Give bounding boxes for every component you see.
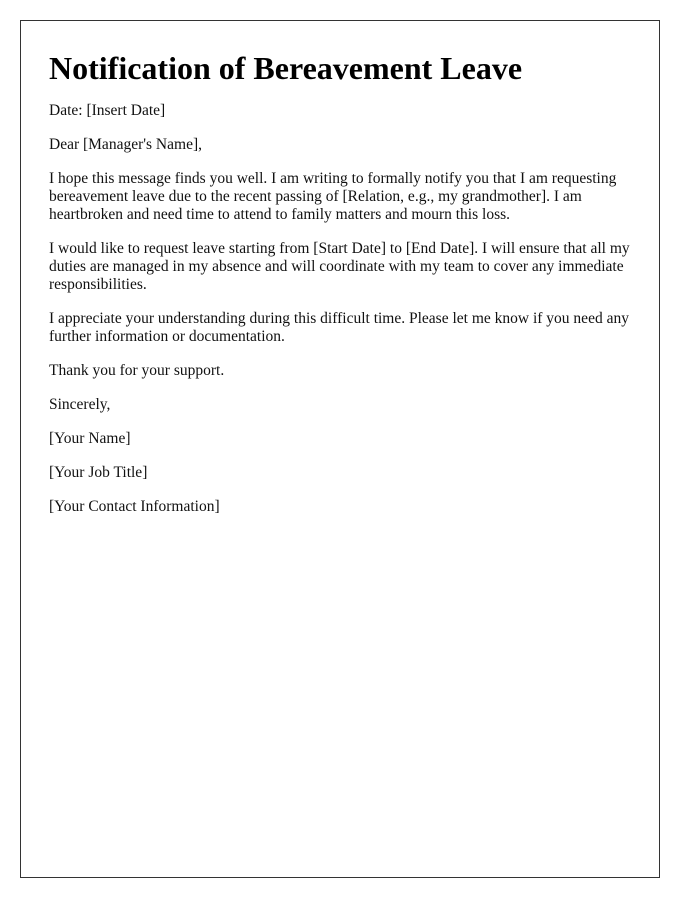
- date-line: Date: [Insert Date]: [49, 102, 166, 119]
- body-paragraph-appreciation: I appreciate your understanding during this difficult time. Please let me know if you need any further information or documentation.: [49, 310, 629, 345]
- closing: Sincerely,: [49, 396, 111, 413]
- signature-name: [Your Name]: [49, 430, 131, 447]
- salutation: Dear [Manager's Name],: [49, 136, 202, 153]
- letter-container: [20, 20, 660, 878]
- body-paragraph-notification: I hope this message finds you well. I am writing to formally notify you that I am requesting bereavement leave due to the recent passing of [Relation, e.g., my grandmother]. I am heartbroken and need time to attend to family matters and mourn this loss.: [49, 170, 617, 223]
- signature-contact: [Your Contact Information]: [49, 498, 220, 515]
- body-paragraph-leave-dates: I would like to request leave starting from [Start Date] to [End Date]. I will ensure that all my duties are managed in my absence and will coordinate with my team to cover any immediate responsibilities.: [49, 240, 630, 293]
- letter-title: Notification of Bereavement Leave: [49, 50, 523, 86]
- thanks-line: Thank you for your support.: [49, 362, 225, 379]
- signature-job-title: [Your Job Title]: [49, 464, 148, 481]
